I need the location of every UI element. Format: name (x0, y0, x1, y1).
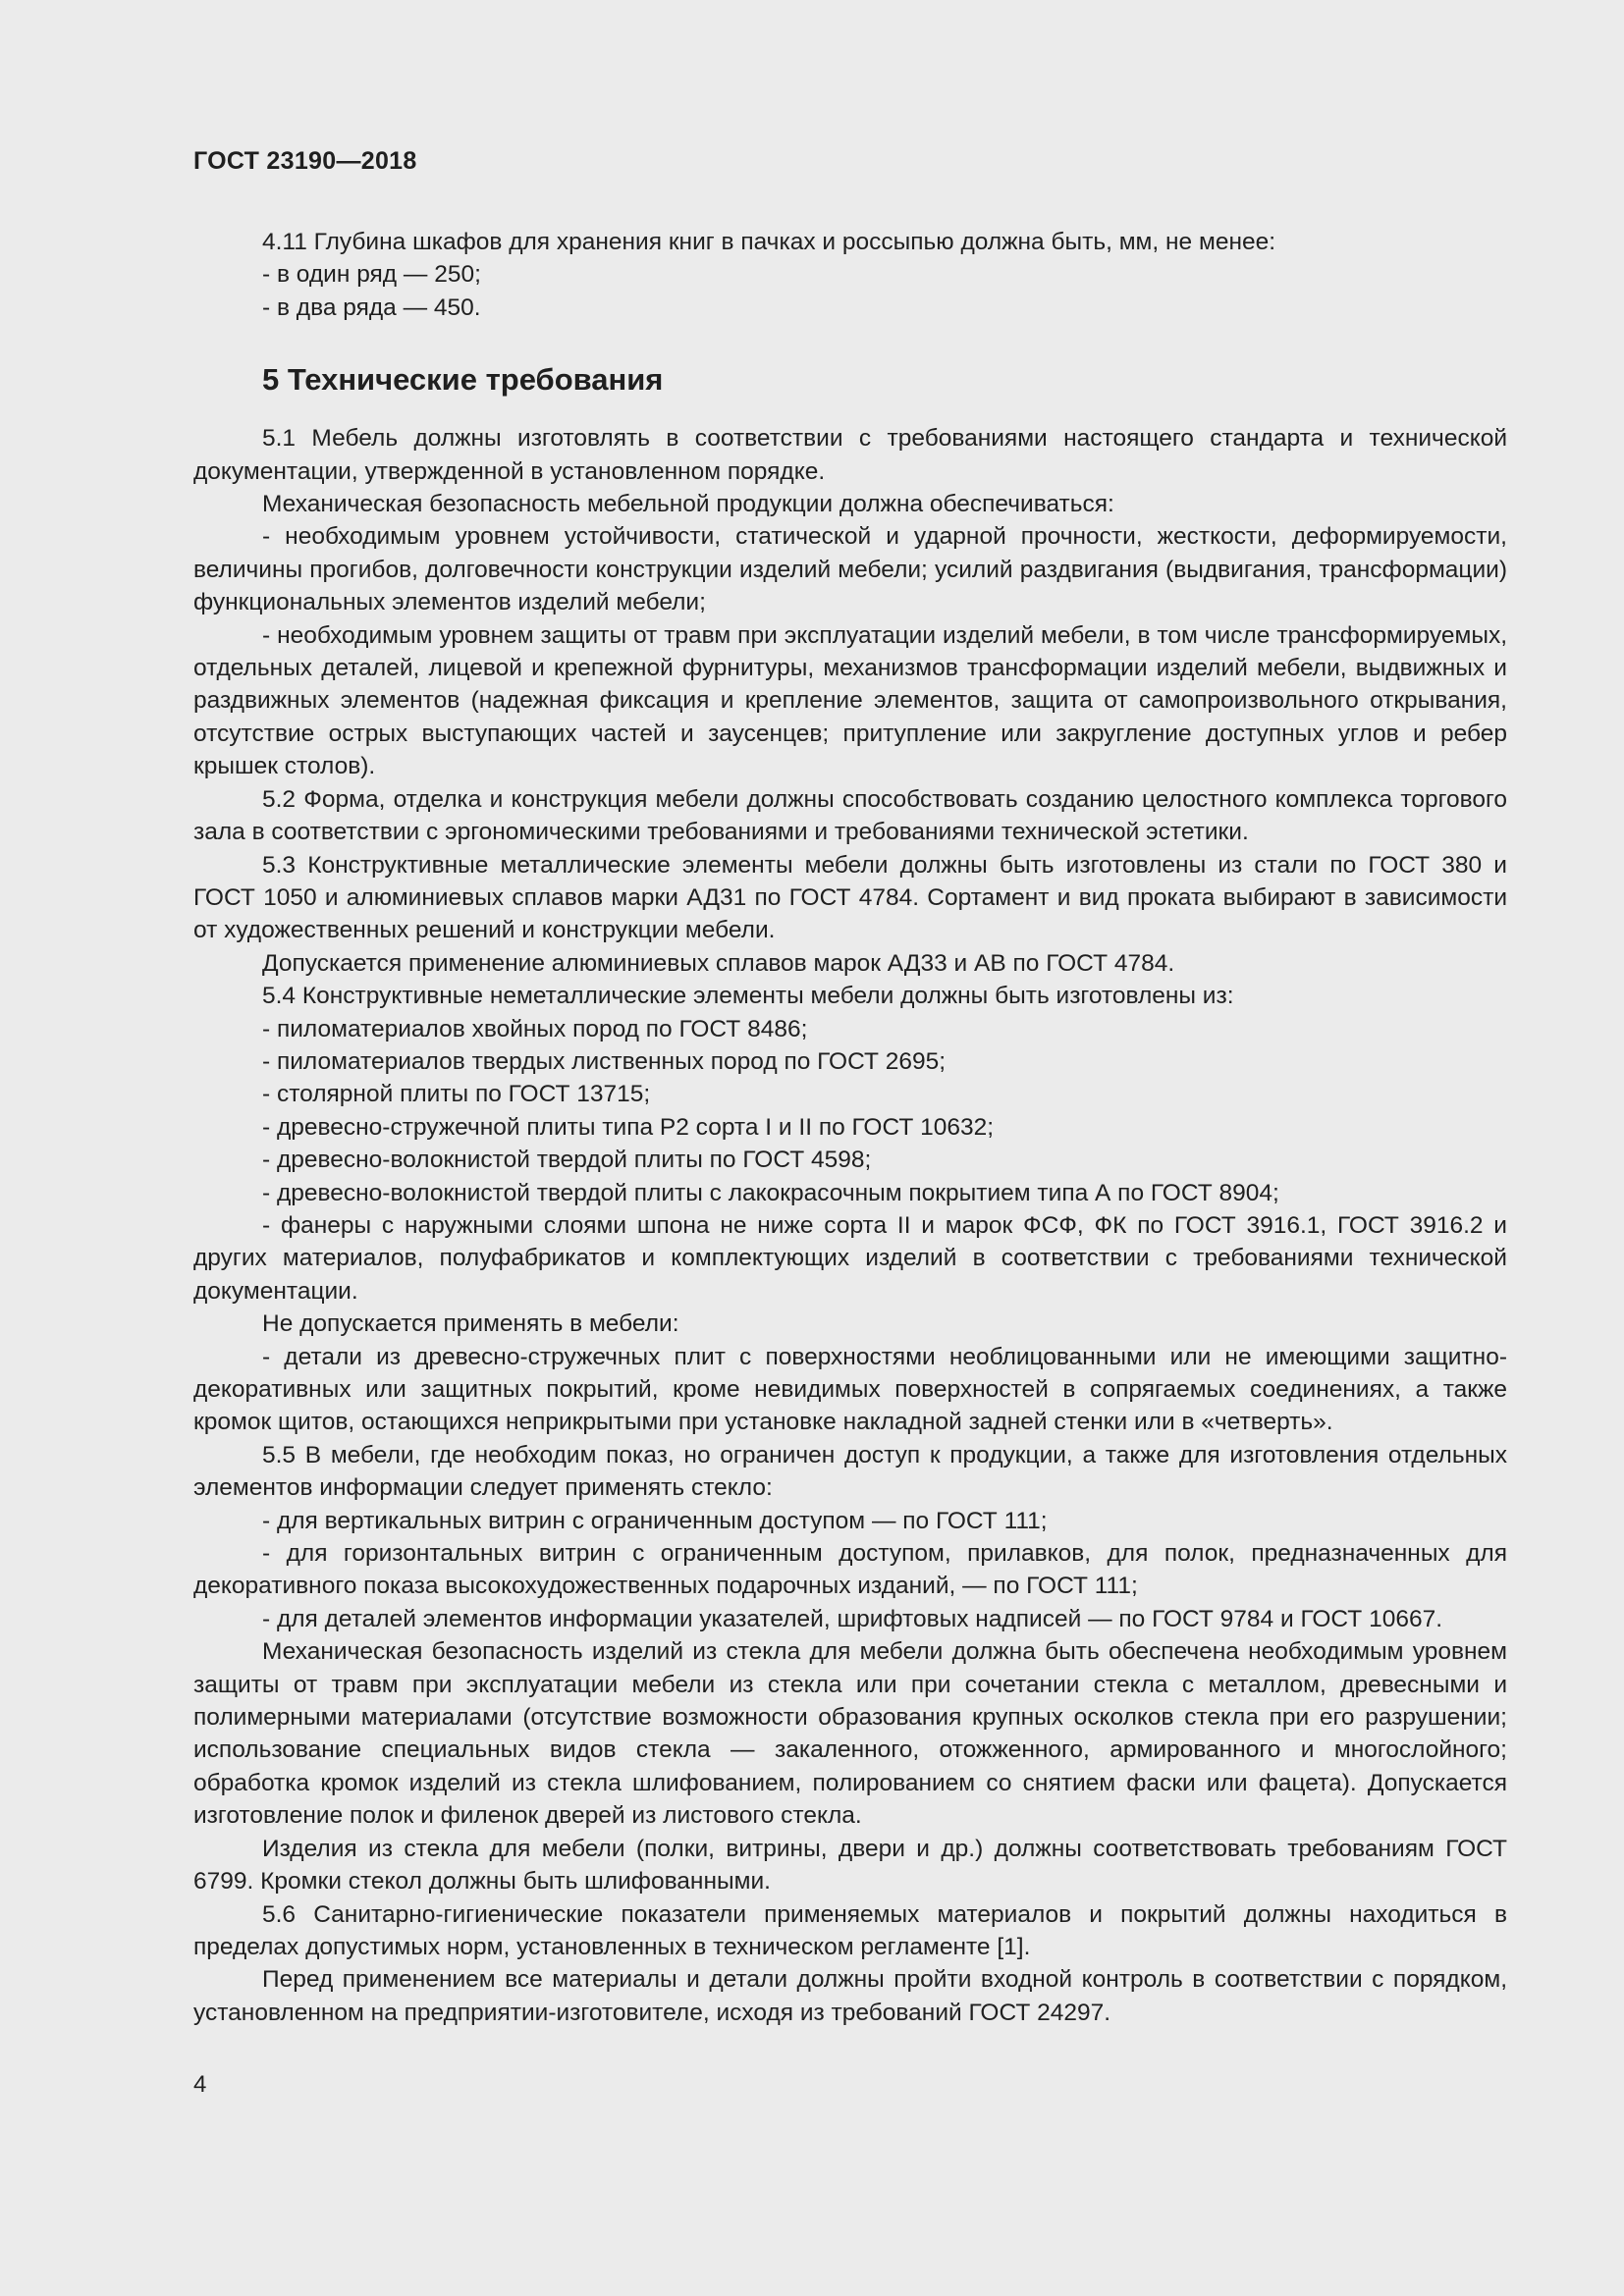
list-item: - в один ряд — 250; (262, 261, 481, 289)
clause-5-5: 5.5 В мебели, где необходим показ, но ограничен доступ к продукции, а также для изготовления отдельных элементов информации следует применять стекло: (193, 1441, 1507, 1502)
list-item: - для вертикальных витрин с ограниченным доступом — по ГОСТ 111; (262, 1507, 1048, 1534)
paragraph: Изделия из стекла для мебели (полки, витрины, двери и др.) должны соответствовать требованиям ГОСТ 6799. Кромки стекол должны быть шлифованными. (193, 1835, 1507, 1896)
clause-4-11: 4.11 Глубина шкафов для хранения книг в пачках и россыпью должна быть, мм, не менее: (262, 229, 1276, 255)
list-item: - древесно-стружечной плиты типа Р2 сорта I и II по ГОСТ 10632; (262, 1113, 995, 1141)
paragraph: Механическая безопасность изделий из стекла для мебели должна быть обеспечена необходимым уровнем защиты от травм при эксплуатации мебели из стекла или при сочетании стекла с металлом, древесными и полимерными материалами (отсутствие возможности образования крупных осколков стекла при его разрушении; использование специальных видов стекла — закаленного, отожженного, армированного и многослойного; обработка кромок изделий из стекла шлифованием, полированием со снятием фаски или фацета). Допускается изготовление полок и филенок дверей из листового стекла. (193, 1638, 1507, 1830)
paragraph: Перед применением все материалы и детали должны пройти входной контроль в соответствии с порядком, установленном на предприятии-изготовителе, исходя из требований ГОСТ 24297. (193, 1966, 1507, 2026)
list-item: - древесно-волокнистой твердой плиты по ГОСТ 4598; (262, 1147, 872, 1174)
list-item: - пиломатериалов твердых лиственных пород по ГОСТ 2695; (262, 1047, 947, 1075)
list-item: - столярной плиты по ГОСТ 13715; (262, 1081, 651, 1108)
clause-5-4: 5.4 Конструктивные неметаллические элементы мебели должны быть изготовлены из: (262, 983, 1234, 1010)
list-item: - необходимым уровнем устойчивости, статической и ударной прочности, жесткости, деформируемости, величины прогибов, долговечности конструкции изделий мебели; усилий раздвигания (выдвигания, трансформации) функциональных элементов изделий мебели; (193, 523, 1507, 616)
list-item: - фанеры с наружными слоями шпона не ниже сорта II и марок ФСФ, ФК по ГОСТ 3916.1, ГОСТ 3916.2 и других материалов, полуфабрикатов и комплектующих изделий в соответствии с требованиями технической документации. (193, 1211, 1507, 1305)
list-item: - в два ряда — 450. (262, 294, 481, 321)
list-item: - древесно-волокнистой твердой плиты с лакокрасочным покрытием типа А по ГОСТ 8904; (262, 1179, 1279, 1206)
clause-5-3: 5.3 Конструктивные металлические элементы мебели должны быть изготовлены из стали по ГОСТ 380 и ГОСТ 1050 и алюминиевых сплавов марки АД31 по ГОСТ 4784. Сортамент и вид проката выбирают в зависимости от художественных решений и конструкции мебели. (193, 851, 1507, 944)
page-number: 4 (193, 2071, 207, 2098)
document-body (193, 226, 1507, 2029)
paragraph: Механическая безопасность мебельной продукции должна обеспечиваться: (262, 491, 1114, 518)
list-item: - для деталей элементов информации указателей, шрифтовых надписей — по ГОСТ 9784 и ГОСТ 10667. (262, 1605, 1443, 1632)
list-item: - для горизонтальных витрин с ограниченным доступом, прилавков, для полок, предназначенных для декоративного показа высокохудожественных подарочных изданий, — по ГОСТ 111; (193, 1540, 1507, 1600)
paragraph: Допускается применение алюминиевых сплавов марок АД33 и АВ по ГОСТ 4784. (262, 949, 1175, 977)
document-header: ГОСТ 23190—2018 (193, 147, 417, 175)
paragraph: Не допускается применять в мебели: (262, 1310, 679, 1338)
list-item: - необходимым уровнем защиты от травм при эксплуатации изделий мебели, в том числе трансформируемых, отдельных деталей, лицевой и крепежной фурнитуры, механизмов трансформации изделий мебели, выдвижных и раздвижных элементов (надежная фиксация и крепление элементов, защита от самопроизвольного открывания, отсутствие острых выступающих частей и заусенцев; притупление или закругление доступных углов и ребер крышек столов). (193, 621, 1507, 780)
list-item: - детали из древесно-стружечных плит с поверхностями необлицованными или не имеющими защитно-декоративных или защитных покрытий, кроме невидимых поверхностей в сопрягаемых соединениях, а также кромок щитов, остающихся неприкрытыми при установке накладной задней стенки или в «четверть». (193, 1343, 1507, 1436)
clause-5-2: 5.2 Форма, отделка и конструкция мебели должны способствовать созданию целостного комплекса торгового зала в соответствии с эргономическими требованиями и требованиями технической эстетики. (193, 785, 1507, 846)
section-heading: 5 Технические требования (262, 362, 664, 398)
clause-5-6: 5.6 Санитарно-гигиенические показатели применяемых материалов и покрытий должны находиться в пределах допустимых норм, установленных в техническом регламенте [1]. (193, 1900, 1507, 1960)
list-item: - пиломатериалов хвойных пород по ГОСТ 8486; (262, 1015, 808, 1042)
clause-5-1: 5.1 Мебель должны изготовлять в соответствии с требованиями настоящего стандарта и технической документации, утвержденной в установленном порядке. (193, 425, 1507, 485)
